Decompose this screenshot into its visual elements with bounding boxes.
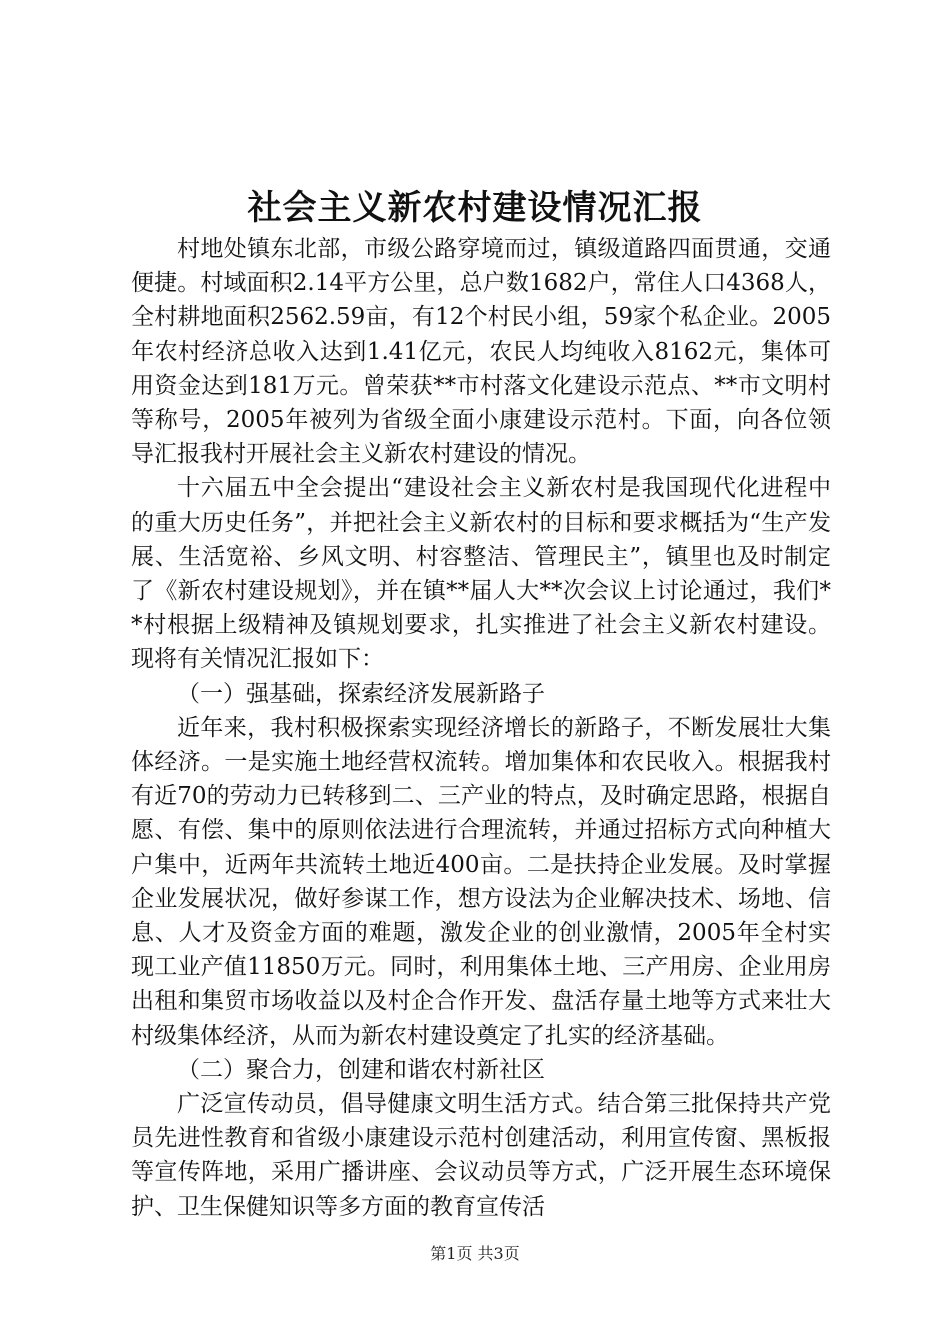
paragraph-intro: 村地处镇东北部，市级公路穿境而过，镇级道路四面贯通，交通便捷。村域面积2.14平方公里，总户数1682户，常住人口4368人，全村耕地面积2562.59亩，有12个村民小组，59家个私企业。2005年农村经济总收入达到1.41亿元，农民人均纯收入8162元，集体可用资金达到181万元。曾荣获**市村落文化建设示范点、**市文明村等称号，2005年被列为省级全面小康建设示范村。下面，向各位领导汇报我村开展社会主义新农村建设的情况。 xyxy=(131,236,831,468)
paragraph-background: 十六届五中全会提出“建设社会主义新农村是我国现代化进程中的重大历史任务”，并把社会主义新农村的目标和要求概括为“生产发展、生活宽裕、乡风文明、村容整洁、管理民主”，镇里也及时制定了《新农村建设规划》，并在镇**届人大**次会议上讨论通过，我们**村根据上级精神及镇规划要求，扎实推进了社会主义新农村建设。现将有关情况汇报如下： xyxy=(131,475,831,673)
document-body xyxy=(131,232,831,1224)
document-title: 社会主义新农村建设情况汇报 xyxy=(247,188,703,228)
page-number-footer: 第1页 共3页 xyxy=(430,1244,520,1263)
paragraph-community: 广泛宣传动员，倡导健康文明生活方式。结合第三批保持共产党员先进性教育和省级小康建设示范村创建活动，利用宣传窗、黑板报等宣传阵地，采用广播讲座、会议动员等方式，广泛开展生态环境保护、卫生保健知识等多方面的教育宣传活 xyxy=(131,1091,831,1220)
paragraph-economy: 近年来，我村积极探索实现经济增长的新路子，不断发展壮大集体经济。一是实施土地经营权流转。增加集体和农民收入。根据我村有近70的劳动力已转移到二、三产业的特点，及时确定思路，根据自愿、有偿、集中的原则依法进行合理流转，并通过招标方式向种植大户集中，近两年共流转土地近400亩。二是扶持企业发展。及时掌握企业发展状况，做好参谋工作，想方设法为企业解决技术、场地、信息、人才及资金方面的难题，激发企业的创业激情，2005年全村实现工业产值11850万元。同时，利用集体土地、三产用房、企业用房出租和集贸市场收益以及村企合作开发、盘活存量土地等方式来壮大村级集体经济，从而为新农村建设奠定了扎实的经济基础。 xyxy=(131,714,831,1049)
section-heading-1: （一）强基础，探索经济发展新路子 xyxy=(177,680,545,707)
section-heading-2: （二）聚合力，创建和谐农村新社区 xyxy=(177,1056,545,1083)
